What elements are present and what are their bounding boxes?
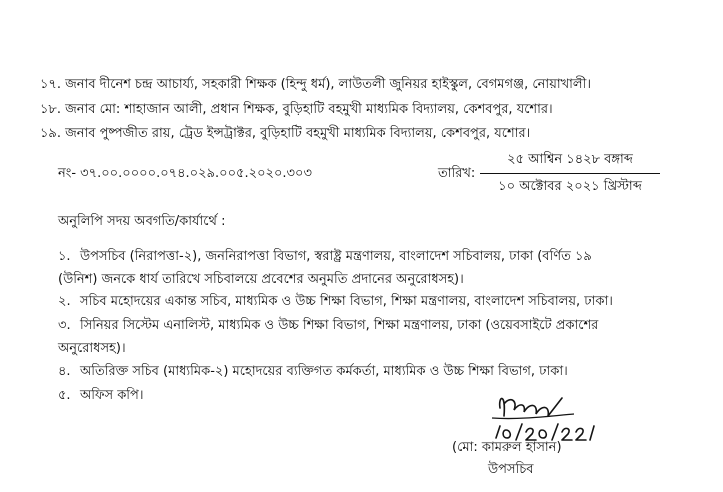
date-gregorian: ১০ অক্টোবর ২০২১ খ্রিস্টাব্দ: [498, 179, 642, 194]
copy-item-number: ৫.: [58, 388, 71, 403]
copy-heading: অনুলিপি সদয় অবগতি/কার্যার্থে :: [58, 214, 226, 229]
copy-item-text: অতিরিক্ত সচিব (মাধ্যমিক-২) মহোদয়ের ব্যক্তিগত কর্মকর্তা, মাধ্যমিক ও উচ্চ শিক্ষা বিভাগ, ঢাকা।: [80, 364, 568, 379]
date-bengali: ২৫ আশ্বিন ১৪২৮ বঙ্গাব্দ: [480, 152, 660, 174]
copy-item-continuation: অনুরোধসহ)।: [58, 341, 126, 356]
participant-item: ১৮. জনাব মো: শাহাজান আলী, প্রধান শিক্ষক, বুড়িহাটি বহমুখী মাধ্যমিক বিদ্যালয়, কেশবপুর, যশোর।: [40, 102, 553, 117]
copy-item-continuation: (উনিশ) জনকে ধার্য তারিখে সচিবালয়ে প্রবেশের অনুমতি প্রদানের অনুরোধসহ)।: [58, 272, 464, 287]
memo-number: নং- ৩৭.০০.০০০০.০৭৪.০২৯.০০৫.২০২০.৩০৩: [58, 166, 312, 181]
copy-item-text: সিনিয়র সিস্টেম এনালিস্ট, মাধ্যমিক ও উচ্চ শিক্ষা বিভাগ, শিক্ষা মন্ত্রণালয়, ঢাকা (ওয়েবসাইটে প্রকাশের: [80, 318, 599, 333]
copy-item-number: ৪.: [58, 364, 71, 379]
date-block: [480, 152, 660, 195]
copy-item-text: সচিব মহোদয়ের একান্ত সচিব, মাধ্যমিক ও উচ্চ শিক্ষা বিভাগ, শিক্ষা মন্ত্রণালয়, বাংলাদেশ সচিবালয়, ঢাকা।: [80, 294, 613, 309]
participant-item: ১৭. জনাব দীনেশ চন্দ্র আচার্য্য, সহকারী শিক্ষক (হিন্দু ধর্ম), লাউতলী জুনিয়র হাইস্কুল, বেগমগঞ্জ, নোয়াখালী।: [40, 77, 591, 92]
signatory-designation: উপসচিব: [488, 462, 534, 477]
handwritten-signature: [470, 386, 620, 446]
participant-item: ১৯. জনাব পুষ্পজীত রায়, ট্রেড ইন্সট্রাক্টর, বুড়িহাটি বহমুখী মাধ্যমিক বিদ্যালয়, কেশবপুর, যশোর।: [40, 126, 531, 141]
copy-item-text: উপসচিব (নিরাপত্তা-২), জননিরাপত্তা বিভাগ, স্বরাষ্ট্র মন্ত্রণালয়, বাংলাদেশ সচিবালয়, ঢাকা (বর্ণিত ১৯: [80, 249, 592, 264]
copy-item-number: ৩.: [58, 318, 71, 333]
copy-item-number: ২.: [58, 294, 71, 309]
date-label: তারিখ:: [438, 166, 476, 181]
copy-item-number: ১.: [58, 249, 71, 264]
signatory-name: (মো: কামরুল হাসান): [452, 440, 562, 455]
copy-item-text: অফিস কপি।: [80, 388, 144, 403]
